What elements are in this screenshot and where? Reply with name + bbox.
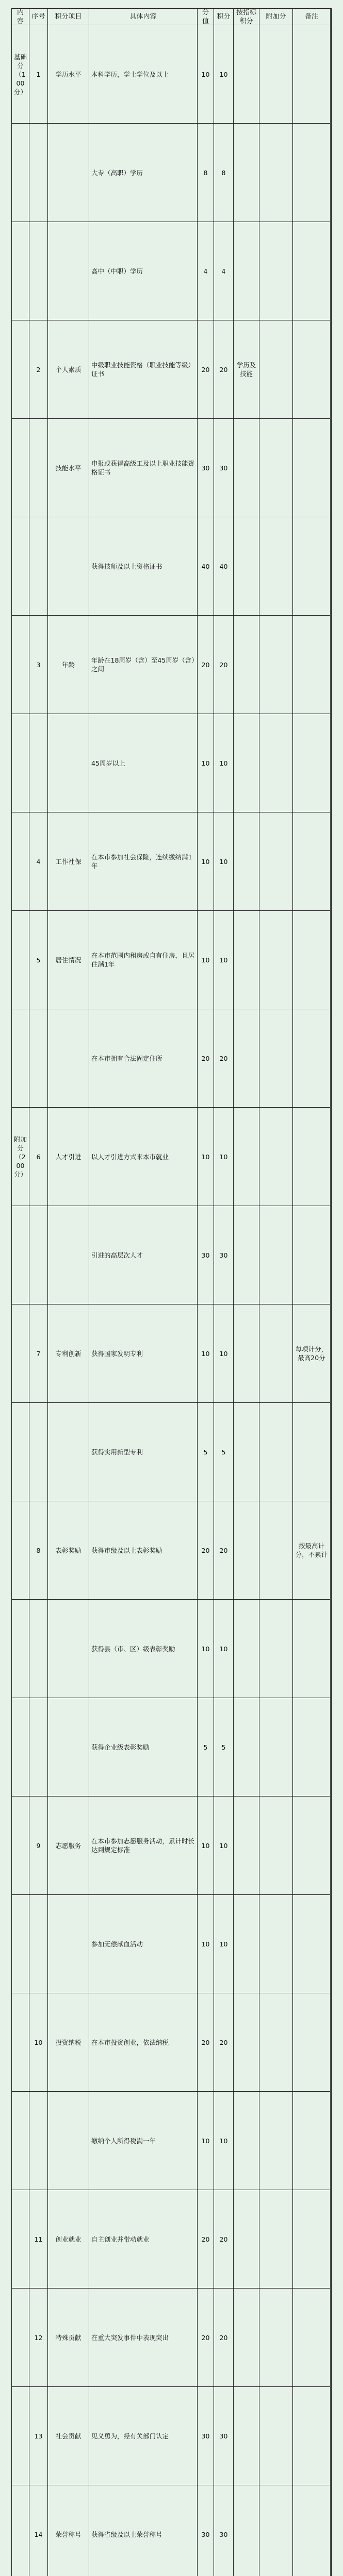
table-cell: 社会贡献 [48, 2387, 89, 2485]
table-cell [293, 2190, 331, 2289]
table-cell [234, 25, 259, 124]
header-cell: 附加分 [259, 9, 293, 25]
table-cell: 引进的高层次人才 [89, 1206, 198, 1304]
table-cell [12, 714, 29, 812]
table-cell [293, 2289, 331, 2387]
table-cell: 申报或获得高级工及以上职业技能资格证书 [89, 419, 198, 517]
table-cell: 10 [198, 714, 214, 812]
table-cell: 以人才引进方式来本市就业 [89, 1108, 198, 1206]
table-cell: 10 [198, 1797, 214, 1895]
table-cell [29, 1600, 48, 1698]
table-cell: 中级职业技能资格（职业技能等级）证书 [89, 320, 198, 419]
table-cell: 学历水平 [48, 25, 89, 124]
table-cell [293, 911, 331, 1009]
table-cell: 8 [29, 1501, 48, 1600]
table-cell: 14 [29, 2485, 48, 2576]
table-cell: 1 [29, 25, 48, 124]
table-cell: 按最高计分，不累计 [293, 1501, 331, 1600]
table-cell [12, 1895, 29, 1993]
table-cell: 10 [198, 1304, 214, 1403]
table-cell: 2 [29, 320, 48, 419]
table-cell: 30 [198, 2485, 214, 2576]
header-cell: 序号 [29, 9, 48, 25]
table-cell [293, 517, 331, 616]
table-cell [12, 1501, 29, 1600]
table-cell [48, 1698, 89, 1797]
table-cell: 10 [198, 25, 214, 124]
table-cell: 在重大突发事件中表现突出 [89, 2289, 198, 2387]
table-cell: 4 [214, 222, 234, 320]
table-cell [293, 1009, 331, 1108]
table-cell: 8 [214, 124, 234, 222]
table-cell: 30 [214, 1206, 234, 1304]
table-cell: 20 [198, 2190, 214, 2289]
table-cell: 10 [198, 911, 214, 1009]
table-cell [259, 2289, 293, 2387]
table-cell: 10 [214, 1600, 234, 1698]
table-cell [12, 517, 29, 616]
table-cell [234, 1993, 259, 2092]
table-cell [29, 2092, 48, 2190]
table-cell [12, 1797, 29, 1895]
table-cell [234, 1009, 259, 1108]
table-cell [48, 1009, 89, 1108]
table-cell: 40 [214, 517, 234, 616]
table-cell: 获得省级及以上荣誉称号 [89, 2485, 198, 2576]
table-cell: 在本市参加社会保险，连续缴纳满1年 [89, 812, 198, 911]
table-cell [48, 517, 89, 616]
table-cell [29, 124, 48, 222]
table-cell: 30 [198, 2387, 214, 2485]
table-cell: 获得国家发明专利 [89, 1304, 198, 1403]
table-cell: 5 [29, 911, 48, 1009]
header-cell: 备注 [293, 9, 331, 25]
table-cell [293, 2387, 331, 2485]
table-cell: 每项计分，最高20分 [293, 1304, 331, 1403]
table-cell: 10 [29, 1993, 48, 2092]
table-cell [29, 714, 48, 812]
table-cell [29, 1009, 48, 1108]
table-cell [259, 320, 293, 419]
table-cell [29, 1403, 48, 1501]
table-cell [12, 419, 29, 517]
table-cell [12, 2289, 29, 2387]
table-cell: 5 [198, 1698, 214, 1797]
table-cell: 20 [198, 2289, 214, 2387]
points-table [11, 8, 332, 2576]
table-cell [48, 222, 89, 320]
table-cell [12, 222, 29, 320]
table-cell: 20 [214, 1501, 234, 1600]
table-cell [12, 1304, 29, 1403]
table-cell: 专利创新 [48, 1304, 89, 1403]
table-cell: 5 [214, 1698, 234, 1797]
table-cell: 20 [198, 320, 214, 419]
table-cell [259, 1797, 293, 1895]
table-cell: 在本市范围内租房或自有住房，且居住满1年 [89, 911, 198, 1009]
table-cell: 30 [214, 2387, 234, 2485]
table-cell: 20 [214, 320, 234, 419]
table-cell: 30 [198, 419, 214, 517]
table-cell: 13 [29, 2387, 48, 2485]
table-cell [259, 1993, 293, 2092]
table-cell [259, 616, 293, 714]
table-cell [259, 2092, 293, 2190]
table-cell [234, 1698, 259, 1797]
table-cell: 特殊贡献 [48, 2289, 89, 2387]
table-cell: 10 [214, 1797, 234, 1895]
table-cell [259, 517, 293, 616]
table-cell [259, 419, 293, 517]
table-cell: 10 [198, 1895, 214, 1993]
table-cell [12, 812, 29, 911]
table-cell [234, 222, 259, 320]
table-cell: 10 [214, 911, 234, 1009]
table-cell: 缴纳个人所得税满一年 [89, 2092, 198, 2190]
table-cell: 本科学历，学士学位及以上 [89, 25, 198, 124]
table-cell [234, 1108, 259, 1206]
table-cell: 10 [198, 812, 214, 911]
table-cell [234, 1206, 259, 1304]
table-cell [29, 1698, 48, 1797]
table-cell [234, 1501, 259, 1600]
table-cell: 表彰奖励 [48, 1501, 89, 1600]
table-cell [12, 1206, 29, 1304]
table-cell: 20 [214, 2190, 234, 2289]
table-cell [293, 1698, 331, 1797]
table-cell [12, 1600, 29, 1698]
table-cell [293, 1895, 331, 1993]
table-cell [234, 517, 259, 616]
table-cell [234, 2387, 259, 2485]
table-cell [293, 1108, 331, 1206]
table-cell: 20 [198, 1501, 214, 1600]
table-cell [12, 2387, 29, 2485]
table-cell: 在本市拥有合法固定住所 [89, 1009, 198, 1108]
table-cell [48, 714, 89, 812]
table-cell: 6 [29, 1108, 48, 1206]
header-cell: 分值 [198, 9, 214, 25]
table-cell: 9 [29, 1797, 48, 1895]
table-cell [293, 616, 331, 714]
table-cell [293, 2485, 331, 2576]
table-cell: 大专（高职）学历 [89, 124, 198, 222]
header-cell: 按指标积分 [234, 9, 259, 25]
table-cell [12, 616, 29, 714]
table-cell [259, 1698, 293, 1797]
table-cell [12, 1993, 29, 2092]
table-cell: 居住情况 [48, 911, 89, 1009]
table-cell [259, 1895, 293, 1993]
table-cell [48, 1600, 89, 1698]
table-cell: 在本市投资创业，依法纳税 [89, 1993, 198, 2092]
table-cell [29, 517, 48, 616]
table-cell [29, 419, 48, 517]
table-cell [48, 1206, 89, 1304]
table-cell [293, 320, 331, 419]
table-cell [12, 1698, 29, 1797]
table-cell [259, 1108, 293, 1206]
table-cell [259, 2387, 293, 2485]
table-cell: 附加分（200分） [12, 1108, 29, 1206]
table-cell [259, 1600, 293, 1698]
table-cell [234, 1403, 259, 1501]
table-cell [293, 1993, 331, 2092]
table-cell: 10 [198, 1108, 214, 1206]
table-cell: 年龄在18周岁（含）至45周岁（含）之间 [89, 616, 198, 714]
table-cell: 在本市参加志愿服务活动，累计时长达到规定标准 [89, 1797, 198, 1895]
table-cell: 10 [214, 2092, 234, 2190]
table-cell [293, 1403, 331, 1501]
table-cell [234, 1600, 259, 1698]
table-cell: 获得实用新型专利 [89, 1403, 198, 1501]
table-cell: 获得市级及以上表彰奖励 [89, 1501, 198, 1600]
table-cell [293, 25, 331, 124]
table-cell: 5 [214, 1403, 234, 1501]
table-cell [259, 124, 293, 222]
table-cell: 人才引进 [48, 1108, 89, 1206]
table-cell: 30 [198, 1206, 214, 1304]
table-cell [259, 1304, 293, 1403]
table-cell: 志愿服务 [48, 1797, 89, 1895]
table-cell [12, 2092, 29, 2190]
table-cell: 10 [214, 1895, 234, 1993]
table-cell [234, 911, 259, 1009]
table-cell [48, 1403, 89, 1501]
table-cell: 3 [29, 616, 48, 714]
table-cell: 20 [214, 1009, 234, 1108]
table-cell: 10 [214, 714, 234, 812]
header-cell: 积分 [214, 9, 234, 25]
table-cell: 学历及技能 [234, 320, 259, 419]
table-cell [293, 1600, 331, 1698]
table-cell [234, 714, 259, 812]
table-cell [234, 124, 259, 222]
table-cell: 20 [214, 616, 234, 714]
table-cell [234, 2485, 259, 2576]
table-cell: 20 [198, 1993, 214, 2092]
header-cell: 内容 [12, 9, 29, 25]
table-cell: 45周岁以上 [89, 714, 198, 812]
table-cell [259, 1403, 293, 1501]
table-cell: 10 [198, 2092, 214, 2190]
table-cell [12, 2190, 29, 2289]
table-cell: 工作社保 [48, 812, 89, 911]
table-cell [48, 1895, 89, 1993]
table-cell: 10 [198, 1600, 214, 1698]
table-cell [12, 320, 29, 419]
table-cell [293, 222, 331, 320]
table-cell: 见义勇为，经有关部门认定 [89, 2387, 198, 2485]
table-cell [293, 419, 331, 517]
table-cell: 4 [198, 222, 214, 320]
table-cell: 30 [214, 2485, 234, 2576]
table-cell [234, 2092, 259, 2190]
table-cell: 自主创业并带动就业 [89, 2190, 198, 2289]
table-cell [234, 2289, 259, 2387]
table-cell [293, 1206, 331, 1304]
table-cell [293, 1797, 331, 1895]
table-cell: 40 [198, 517, 214, 616]
table-cell [234, 1895, 259, 1993]
table-cell: 获得技师及以上资格证书 [89, 517, 198, 616]
table-cell [234, 419, 259, 517]
table-cell [29, 1895, 48, 1993]
table-cell [259, 2485, 293, 2576]
table-cell: 技能水平 [48, 419, 89, 517]
table-cell: 个人素质 [48, 320, 89, 419]
table-cell [259, 222, 293, 320]
table-cell: 20 [198, 616, 214, 714]
table-cell: 10 [214, 812, 234, 911]
table-cell [293, 2092, 331, 2190]
table-cell [48, 2092, 89, 2190]
table-cell: 荣誉称号 [48, 2485, 89, 2576]
table-cell [234, 2190, 259, 2289]
table-cell: 参加无偿献血活动 [89, 1895, 198, 1993]
table-cell: 投资纳税 [48, 1993, 89, 2092]
table-cell [12, 911, 29, 1009]
table-cell [293, 812, 331, 911]
table-cell: 20 [214, 1993, 234, 2092]
table-cell: 11 [29, 2190, 48, 2289]
table-cell: 7 [29, 1304, 48, 1403]
table-cell [29, 1206, 48, 1304]
table-cell [293, 124, 331, 222]
table-cell: 4 [29, 812, 48, 911]
table-cell [259, 2190, 293, 2289]
table-cell [259, 911, 293, 1009]
table-cell [259, 1206, 293, 1304]
header-cell: 具体内容 [89, 9, 198, 25]
table-cell [234, 1304, 259, 1403]
table-cell: 获得县（市、区）级表彰奖励 [89, 1600, 198, 1698]
table-cell [259, 25, 293, 124]
table-cell [293, 714, 331, 812]
table-cell: 创业就业 [48, 2190, 89, 2289]
table-cell: 12 [29, 2289, 48, 2387]
table-cell: 年龄 [48, 616, 89, 714]
table-cell [12, 2485, 29, 2576]
table-cell: 5 [198, 1403, 214, 1501]
table-cell [259, 1009, 293, 1108]
table-cell: 基础分（100分） [12, 25, 29, 124]
table-cell: 20 [214, 2289, 234, 2387]
table-cell: 获得企业级表彰奖励 [89, 1698, 198, 1797]
table-cell: 8 [198, 124, 214, 222]
table-cell [259, 1501, 293, 1600]
table-cell [12, 1403, 29, 1501]
table-cell: 20 [198, 1009, 214, 1108]
table-cell [12, 124, 29, 222]
table-cell [234, 1797, 259, 1895]
table-cell: 10 [214, 1108, 234, 1206]
table-cell: 10 [214, 25, 234, 124]
table-cell [234, 616, 259, 714]
table-cell [12, 1009, 29, 1108]
table-cell [48, 124, 89, 222]
header-cell: 积分项目 [48, 9, 89, 25]
table-cell [259, 714, 293, 812]
table-cell: 30 [214, 419, 234, 517]
table-cell [234, 812, 259, 911]
table-cell: 10 [214, 1304, 234, 1403]
table-cell: 高中（中职）学历 [89, 222, 198, 320]
table-cell [29, 222, 48, 320]
table-cell [259, 812, 293, 911]
